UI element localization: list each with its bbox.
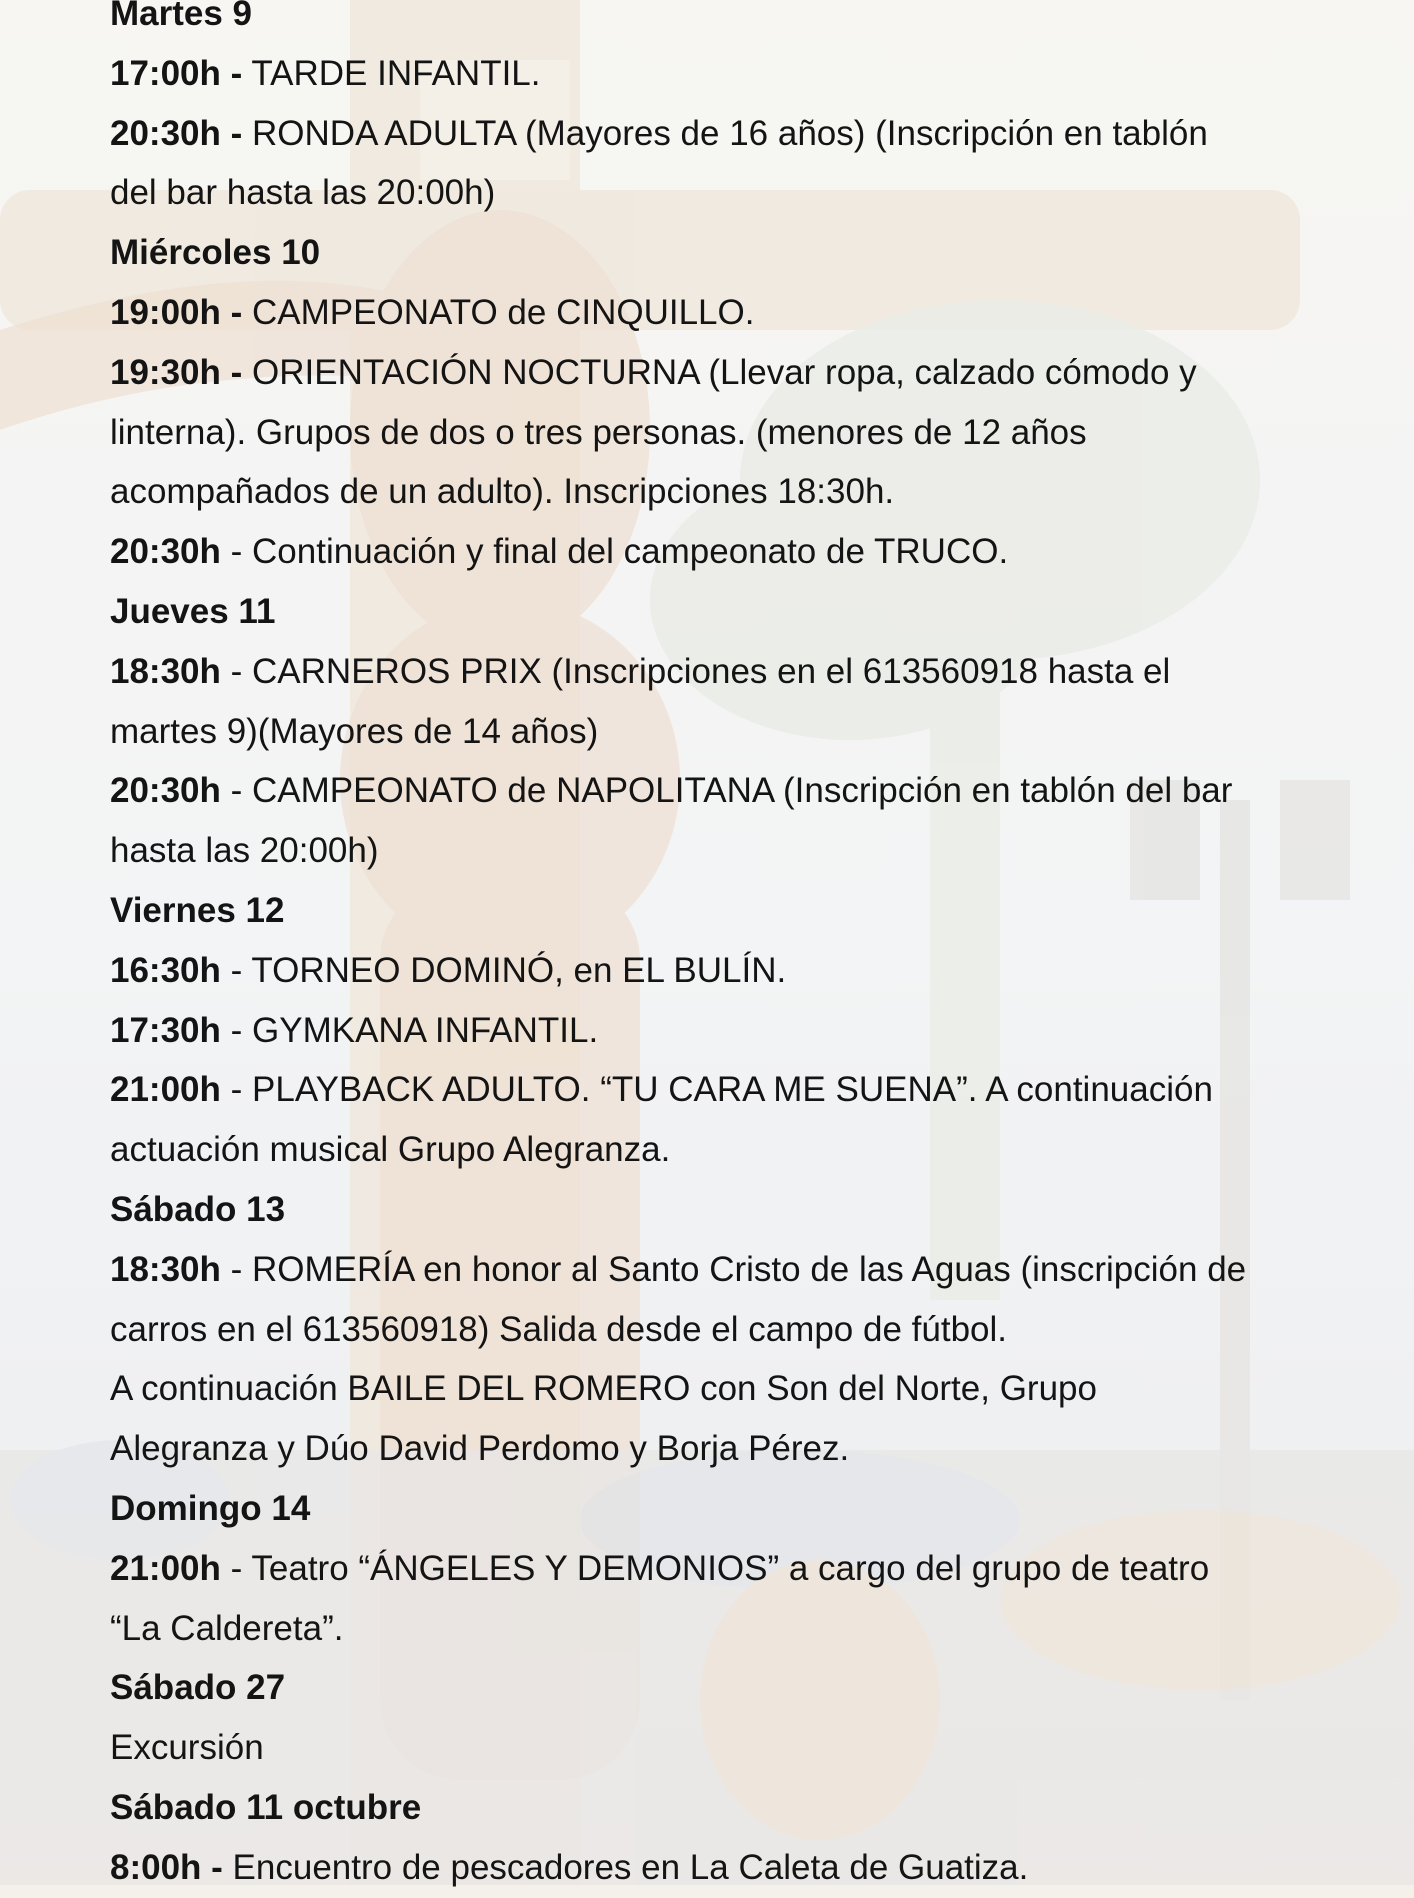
event-time: 17:00h - (110, 53, 243, 93)
day-heading: Jueves 11 (110, 591, 276, 631)
event-description: - TORNEO DOMINÓ, en EL BULÍN. (230, 950, 787, 990)
event-description: - CARNEROS PRIX (Inscripciones en el 613560918 hasta el (230, 651, 1171, 691)
event-line (110, 1001, 1310, 1061)
event-line (110, 104, 1310, 164)
event-time: 20:30h - (110, 113, 243, 153)
event-description: CAMPEONATO de CINQUILLO. (252, 292, 755, 332)
event-line (110, 343, 1310, 403)
event-time: 18:30h (110, 1249, 221, 1289)
event-line (110, 1060, 1310, 1120)
event-continuation: del bar hasta las 20:00h) (110, 173, 496, 213)
event-time: 17:30h (110, 1010, 221, 1050)
event-time: 19:00h - (110, 292, 243, 332)
event-line (110, 1838, 1310, 1898)
event-time: 16:30h (110, 950, 221, 990)
event-continuation: “La Caldereta”. (110, 1608, 344, 1648)
events-schedule (110, 0, 1310, 1898)
event-continuation: hasta las 20:00h) (110, 831, 379, 871)
event-continuation: acompañados de un adulto). Inscripciones 18:30h. (110, 472, 895, 512)
day-heading: Sábado 11 octubre (110, 1787, 422, 1827)
event-continuation: Alegranza y Dúo David Perdomo y Borja Pérez. (110, 1429, 850, 1469)
event-description: - Continuación y final del campeonato de TRUCO. (230, 532, 1009, 572)
event-time: 8:00h - (110, 1847, 223, 1887)
event-line (110, 941, 1310, 1001)
event-time: 21:00h (110, 1070, 221, 1110)
event-line (110, 1240, 1310, 1300)
event-continuation: carros en el 613560918) Salida desde el campo de fútbol. (110, 1309, 1007, 1349)
event-line (110, 761, 1310, 821)
event-time: 19:30h - (110, 352, 243, 392)
event-line (110, 642, 1310, 702)
event-time: 20:30h (110, 532, 221, 572)
event-description: - CAMPEONATO de NAPOLITANA (Inscripción en tablón del bar (230, 771, 1233, 811)
event-description: ORIENTACIÓN NOCTURNA (Llevar ropa, calzado cómodo y (252, 352, 1197, 392)
event-description: RONDA ADULTA (Mayores de 16 años) (Inscripción en tablón (252, 113, 1208, 153)
event-line (110, 283, 1310, 343)
event-continuation: Excursión (110, 1728, 264, 1768)
day-heading: Miércoles 10 (110, 233, 321, 273)
event-time: 21:00h (110, 1548, 221, 1588)
event-continuation: martes 9)(Mayores de 14 años) (110, 711, 599, 751)
day-heading: Viernes 12 (110, 890, 285, 930)
event-continuation: A continuación BAILE DEL ROMERO con Son del Norte, Grupo (110, 1369, 1097, 1409)
event-description: - Teatro “ÁNGELES Y DEMONIOS” a cargo del grupo de teatro (230, 1548, 1210, 1588)
event-time: 18:30h (110, 651, 221, 691)
event-line (110, 1539, 1310, 1599)
day-heading: Martes 9 (110, 0, 253, 33)
event-continuation: linterna). Grupos de dos o tres personas. (menores de 12 años (110, 412, 1087, 452)
event-line (110, 522, 1310, 582)
day-heading: Sábado 27 (110, 1668, 286, 1708)
event-continuation: actuación musical Grupo Alegranza. (110, 1130, 671, 1170)
day-heading: Sábado 13 (110, 1189, 286, 1229)
event-description: TARDE INFANTIL. (251, 53, 541, 93)
event-time: 20:30h (110, 771, 221, 811)
event-description: - GYMKANA INFANTIL. (230, 1010, 599, 1050)
event-description: - PLAYBACK ADULTO. “TU CARA ME SUENA”. A continuación (230, 1070, 1213, 1110)
event-description: Encuentro de pescadores en La Caleta de Guatiza. (232, 1847, 1029, 1887)
day-heading: Domingo 14 (110, 1488, 311, 1528)
event-description: - ROMERÍA en honor al Santo Cristo de las Aguas (inscripción de (230, 1249, 1247, 1289)
event-line (110, 44, 1310, 104)
